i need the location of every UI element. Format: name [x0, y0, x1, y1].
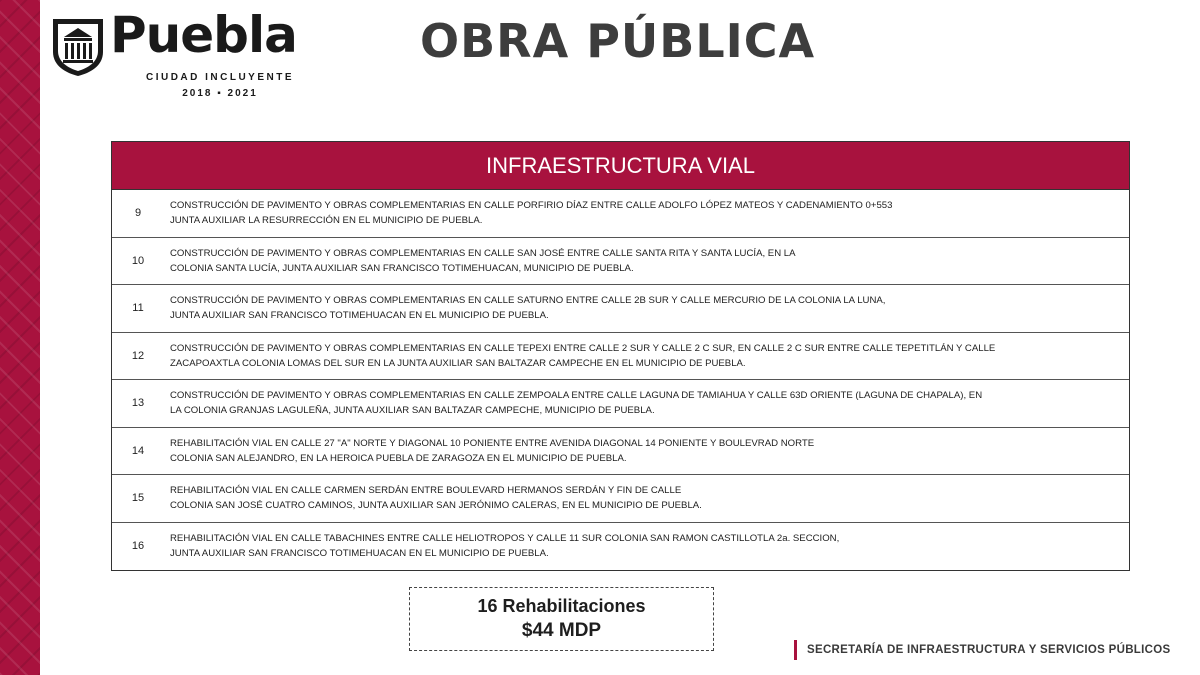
- row-description-line: ZACAPOAXTLA COLONIA LOMAS DEL SUR EN LA JUNTA AUXILIAR SAN BALTAZAR CAMPECHE EN EL MUNICIPIO DE PUEBLA.: [170, 357, 746, 369]
- row-description-line: JUNTA AUXILIAR SAN FRANCISCO TOTIMEHUACAN EN EL MUNICIPIO DE PUEBLA.: [170, 310, 549, 322]
- table-body: [112, 190, 1129, 570]
- row-description-line: CONSTRUCCIÓN DE PAVIMENTO Y OBRAS COMPLEMENTARIAS EN CALLE ZEMPOALA ENTRE CALLE LAGUNA DE TAMIAHUA Y CALLE 63D ORIENTE (LAGUNA DE CHAPALA), EN: [170, 390, 983, 402]
- decorative-side-band: [0, 0, 40, 675]
- table-row: [112, 285, 1129, 333]
- row-description-line: JUNTA AUXILIAR SAN FRANCISCO TOTIMEHUACAN EN EL MUNICIPIO DE PUEBLA.: [170, 548, 549, 560]
- row-description-line: COLONIA SANTA LUCÍA, JUNTA AUXILIAR SAN FRANCISCO TOTIMEHUACAN, MUNICIPIO DE PUEBLA.: [170, 262, 634, 274]
- row-description: [164, 333, 1129, 380]
- row-description-line: JUNTA AUXILIAR LA RESURRECCIÓN EN EL MUNICIPIO DE PUEBLA.: [170, 215, 483, 227]
- row-description: [164, 428, 1129, 475]
- row-description: [164, 475, 1129, 522]
- row-description-line: REHABILITACIÓN VIAL EN CALLE 27 "A" NORTE Y DIAGONAL 10 PONIENTE ENTRE AVENIDA DIAGONAL 14 PONIENTE Y BOULEVRAD NORTE: [170, 437, 815, 449]
- summary-box: [409, 587, 714, 651]
- logo-tagline: CIUDAD INCLUYENTE: [145, 72, 295, 83]
- row-description-line: CONSTRUCCIÓN DE PAVIMENTO Y OBRAS COMPLEMENTARIAS EN CALLE PORFIRIO DÍAZ ENTRE CALLE ADOLFO LÓPEZ MATEOS Y CADENAMIENTO 0+553: [170, 200, 893, 212]
- summary-amount: $44 MDP: [521, 620, 602, 641]
- logo-years: 2018 ▪ 2021: [182, 88, 258, 99]
- row-description-line: COLONIA SAN JOSÉ CUATRO CAMINOS, JUNTA AUXILIAR SAN JERÓNIMO CALERAS, EN EL MUNICIPIO DE PUEBLA.: [170, 500, 702, 512]
- logo-wordmark: Puebla: [110, 6, 297, 64]
- puebla-logo: [50, 6, 300, 102]
- row-description: [164, 285, 1129, 332]
- footer-secretariat: SECRETARÍA DE INFRAESTRUCTURA Y SERVICIOS PÚBLICOS: [794, 640, 1170, 660]
- row-description: [164, 238, 1129, 285]
- table-row: [112, 238, 1129, 286]
- row-description-line: CONSTRUCCIÓN DE PAVIMENTO Y OBRAS COMPLEMENTARIAS EN CALLE SATURNO ENTRE CALLE 2B SUR Y CALLE MERCURIO DE LA COLONIA LA LUNA,: [170, 295, 886, 307]
- row-number: 13: [131, 397, 145, 410]
- page-title: OBRA PÚBLICA: [420, 14, 816, 68]
- table-header: INFRAESTRUCTURA VIAL: [112, 142, 1129, 190]
- row-number: 16: [131, 540, 145, 553]
- table-row: [112, 190, 1129, 238]
- row-description-line: REHABILITACIÓN VIAL EN CALLE CARMEN SERDÁN ENTRE BOULEVARD HERMANOS SERDÁN Y FIN DE CALLE: [170, 485, 682, 497]
- row-number: 14: [131, 444, 145, 457]
- table-row: [112, 475, 1129, 523]
- row-description-line: LA COLONIA GRANJAS LAGULEÑA, JUNTA AUXILIAR SAN BALTAZAR CAMPECHE, MUNICIPIO DE PUEBLA.: [170, 405, 655, 417]
- row-number: 15: [131, 492, 145, 505]
- row-description: [164, 523, 1129, 571]
- row-description-line: CONSTRUCCIÓN DE PAVIMENTO Y OBRAS COMPLEMENTARIAS EN CALLE TEPEXI ENTRE CALLE 2 SUR Y CALLE 2 C SUR, EN CALLE 2 C SUR ENTRE CALLE TEPETITLÁN Y CALLE: [170, 342, 996, 354]
- row-description-line: REHABILITACIÓN VIAL EN CALLE TABACHINES ENTRE CALLE HELIOTROPOS Y CALLE 11 SUR COLONIA SAN RAMON CASTILLOTLA 2a. SECCION,: [170, 533, 840, 545]
- table-row: [112, 523, 1129, 571]
- row-description: [164, 380, 1129, 427]
- city-shield-icon: [50, 16, 106, 78]
- row-description: [164, 190, 1129, 237]
- summary-count: 16 Rehabilitaciones: [477, 596, 646, 616]
- table-row: [112, 333, 1129, 381]
- row-number: 10: [131, 254, 145, 267]
- row-description-line: CONSTRUCCIÓN DE PAVIMENTO Y OBRAS COMPLEMENTARIAS EN CALLE SAN JOSÉ ENTRE CALLE SANTA RITA Y SANTA LUCÍA, EN LA: [170, 247, 796, 259]
- table-row: [112, 428, 1129, 476]
- row-description-line: COLONIA SAN ALEJANDRO, EN LA HEROICA PUEBLA DE ZARAGOZA EN EL MUNICIPIO DE PUEBLA.: [170, 452, 627, 464]
- works-table: [111, 141, 1130, 571]
- row-number: 11: [132, 302, 144, 315]
- table-row: [112, 380, 1129, 428]
- row-number: 9: [134, 207, 142, 220]
- row-number: 12: [131, 349, 145, 362]
